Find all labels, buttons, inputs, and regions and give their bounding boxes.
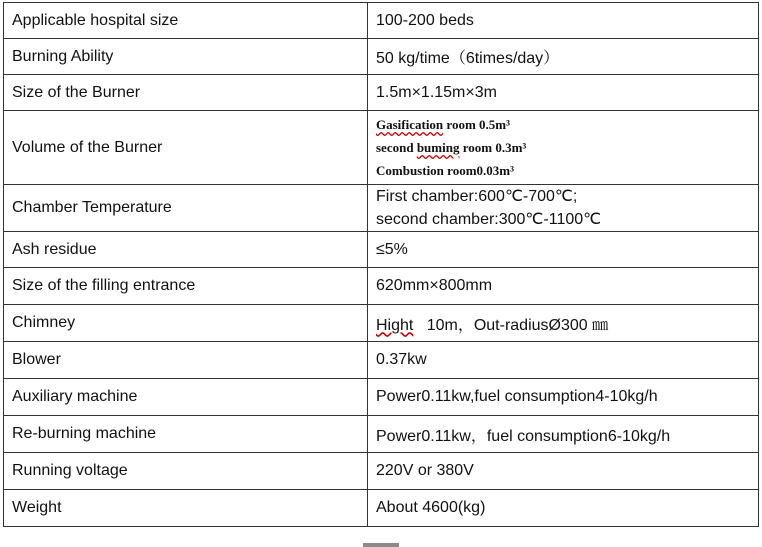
value-cell: 50 kg/time（6times/day） [368,39,759,75]
label-cell: Chamber Temperature [4,185,368,232]
value-cell [368,185,759,232]
table-row [4,305,759,342]
label-cell: Size of the filling entrance [4,268,368,305]
table-row [4,75,759,111]
spellcheck-word: buming [416,140,460,155]
table-row [4,268,759,305]
table-row [4,232,759,268]
spec-table [3,2,759,527]
table-row [4,39,759,75]
value-cell: 100-200 beds [368,3,759,39]
label-cell: Re-burning machine [4,416,368,453]
label-cell: Weight [4,490,368,527]
label-cell: Size of the Burner [4,75,368,111]
volume-line [376,113,758,136]
scroll-indicator [363,543,399,547]
value-cell: ≤5% [368,232,759,268]
label-cell: Volume of the Burner [4,111,368,185]
volume-text: second [376,140,417,155]
table-row [4,416,759,453]
table-row [4,111,759,185]
value-cell [368,111,759,185]
spellcheck-word: Gasification [376,117,444,132]
table-row [4,490,759,527]
volume-line [376,136,758,159]
value-cell: 620mm×800mm [368,268,759,305]
value-cell: 220V or 380V [368,453,759,490]
chimney-text: 10m，Out-radiusØ300 ㎜ [413,316,609,334]
temperature-line: second chamber:300℃-1100℃ [376,211,602,228]
volume-text: room 0.3m³ [459,140,527,155]
temperature-line: First chamber:600℃-700℃; [376,188,578,205]
value-cell: 1.5m×1.15m×3m [368,75,759,111]
label-cell: Applicable hospital size [4,3,368,39]
table-row [4,342,759,379]
label-cell: Running voltage [4,453,368,490]
label-cell: Blower [4,342,368,379]
value-cell: About 4600(kg) [368,490,759,527]
table-row [4,453,759,490]
table-row [4,379,759,416]
label-cell: Ash residue [4,232,368,268]
label-cell: Burning Ability [4,39,368,75]
spellcheck-word: Hight [376,316,414,334]
value-cell [368,305,759,342]
value-cell: Power0.11kw,fuel consumption4-10kg/h [368,379,759,416]
value-cell: 0.37kw [368,342,759,379]
table-row [4,3,759,39]
value-cell: Power0.11kw，fuel consumption6-10kg/h [368,416,759,453]
volume-text: room 0.5m³ [443,117,511,132]
volume-line: Combustion room0.03m³ [376,163,514,178]
label-cell: Auxiliary machine [4,379,368,416]
label-cell: Chimney [4,305,368,342]
table-row [4,185,759,232]
